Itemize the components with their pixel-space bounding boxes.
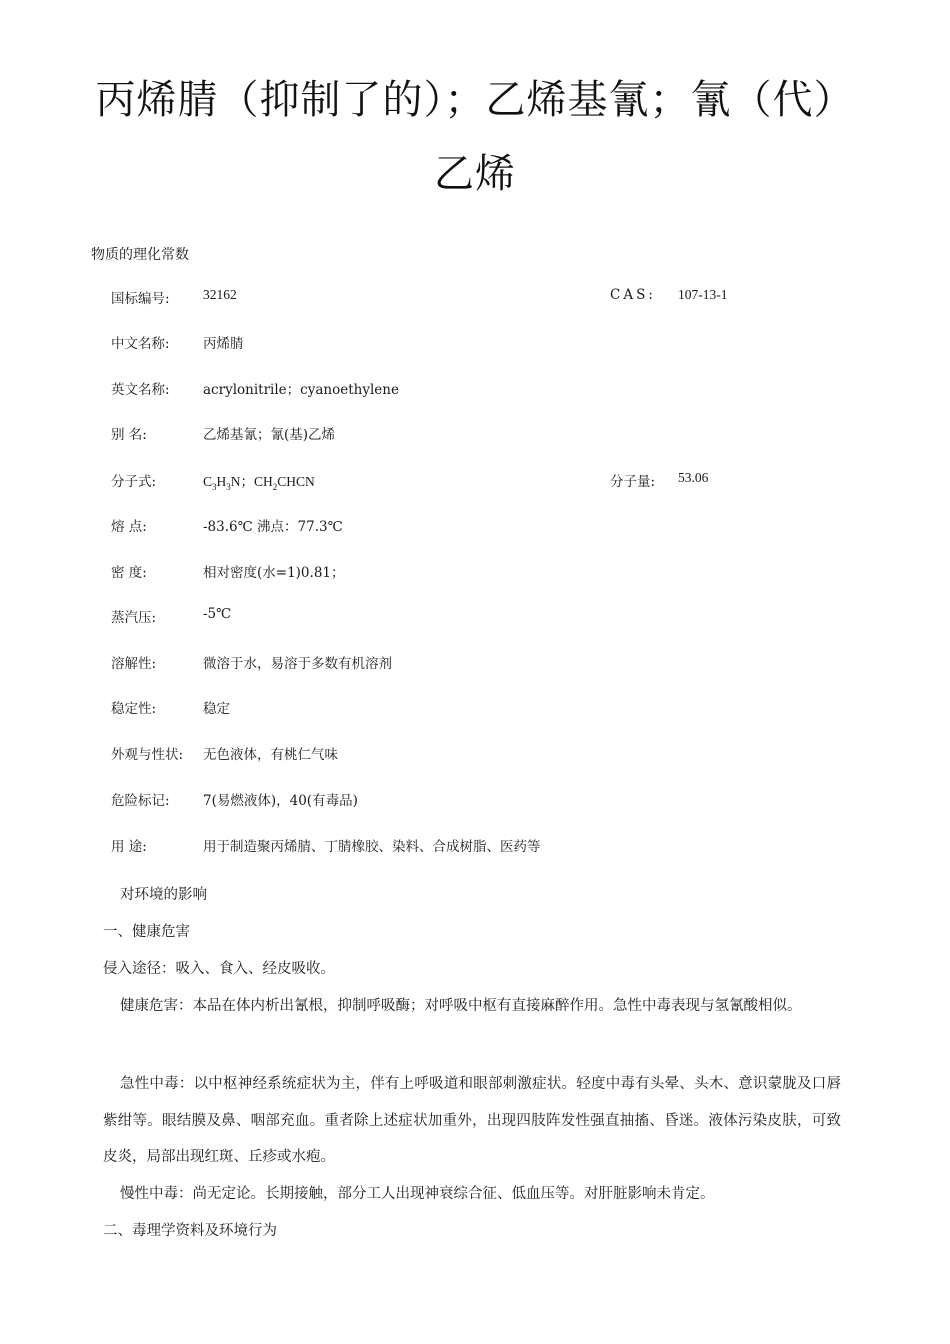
field-value: 乙烯基氰；氰(基)乙烯 xyxy=(203,427,336,443)
field-row-hazard-mark xyxy=(0,789,950,813)
field-row-stability xyxy=(0,697,950,721)
field-label: 密 度: xyxy=(111,565,147,581)
field-value-cas: 107-13-1 xyxy=(678,287,728,302)
paragraph-acute-poisoning: 急性中毒：以中枢神经系统症状为主，伴有上呼吸道和眼部刺激症状。轻度中毒有头晕、头木、意识蒙胧及口唇紫绀等。眼结膜及鼻、咽部充血。重者除上述症状加重外，出现四肢阵发性强直抽搐、昏迷。液体污染皮肤，可致皮炎，局部出现红斑、丘疹或水疱。 xyxy=(103,1076,841,1165)
field-row-alias xyxy=(0,423,950,447)
field-label: 中文名称: xyxy=(111,336,170,352)
field-value: 丙烯腈 xyxy=(203,336,244,352)
field-value: 无色液体，有桃仁气味 xyxy=(203,747,338,763)
field-label: 外观与性状: xyxy=(111,747,184,763)
field-row-melting-point xyxy=(0,515,950,539)
field-row-english-name xyxy=(0,378,950,402)
paragraph-chronic-poisoning: 慢性中毒：尚无定论。长期接触，部分工人出现神衰综合征、低血压等。对肝脏影响未肯定。 xyxy=(120,1186,715,1202)
field-value: 微溶于水，易溶于多数有机溶剂 xyxy=(203,656,392,672)
document-title-line-2: 乙烯 xyxy=(434,151,516,197)
field-value: -5℃ xyxy=(203,606,232,622)
field-value-molecular-weight: 53.06 xyxy=(678,470,709,485)
field-value-formula: $C_3H_3N$；$CH_2CHCN$ xyxy=(203,474,315,492)
field-value: acrylonitrile；cyanoethylene xyxy=(203,382,399,398)
field-label: 别 名: xyxy=(111,427,147,443)
section-heading-environment: 对环境的影响 xyxy=(120,887,207,903)
field-row-chinese-name xyxy=(0,332,950,356)
field-row-density xyxy=(0,561,950,585)
field-value: 稳定 xyxy=(203,701,230,717)
field-label: 用 途: xyxy=(111,839,147,855)
field-label: 蒸汽压: xyxy=(111,610,157,626)
field-label: 英文名称: xyxy=(111,382,170,398)
subheading-toxicology: 二、毒理学资料及环境行为 xyxy=(103,1223,277,1239)
field-row-usage xyxy=(0,835,950,859)
subheading-health-hazard: 一、健康危害 xyxy=(103,924,190,940)
field-row-solubility xyxy=(0,652,950,676)
field-label: 溶解性: xyxy=(111,656,157,672)
field-label-cas: CAS: xyxy=(610,287,656,303)
section-heading-constants: 物质的理化常数 xyxy=(91,247,189,263)
field-row-formula xyxy=(0,470,950,494)
field-value: 相对密度(水=1)0.81； xyxy=(203,565,345,581)
paragraph-route: 侵入途径：吸入、食入、经皮吸收。 xyxy=(103,961,335,977)
field-value: 32162 xyxy=(203,287,237,302)
field-row-appearance xyxy=(0,743,950,767)
field-value: -83.6℃ 沸点：77.3℃ xyxy=(203,519,343,535)
field-label: 危险标记: xyxy=(111,793,170,809)
field-value: 7(易燃液体)，40(有毒品) xyxy=(203,793,358,809)
field-value: 用于制造聚丙烯腈、丁腈橡胶、染料、合成树脂、医药等 xyxy=(203,839,541,855)
field-label: 稳定性: xyxy=(111,701,157,717)
field-label: 熔 点: xyxy=(111,519,147,535)
field-label-molecular-weight: 分子量: xyxy=(610,474,656,490)
field-row-gb-number xyxy=(0,287,950,311)
paragraph-health-hazard: 健康危害：本品在体内析出氰根，抑制呼吸酶；对呼吸中枢有直接麻醉作用。急性中毒表现与氢氰酸相似。 xyxy=(120,998,802,1014)
document-title-line-1: 丙烯腈（抑制了的）；乙烯基氰；氰（代） xyxy=(95,77,855,123)
field-row-vapor-pressure xyxy=(0,606,950,630)
field-label: 国标编号: xyxy=(111,291,170,307)
field-label: 分子式: xyxy=(111,474,157,490)
